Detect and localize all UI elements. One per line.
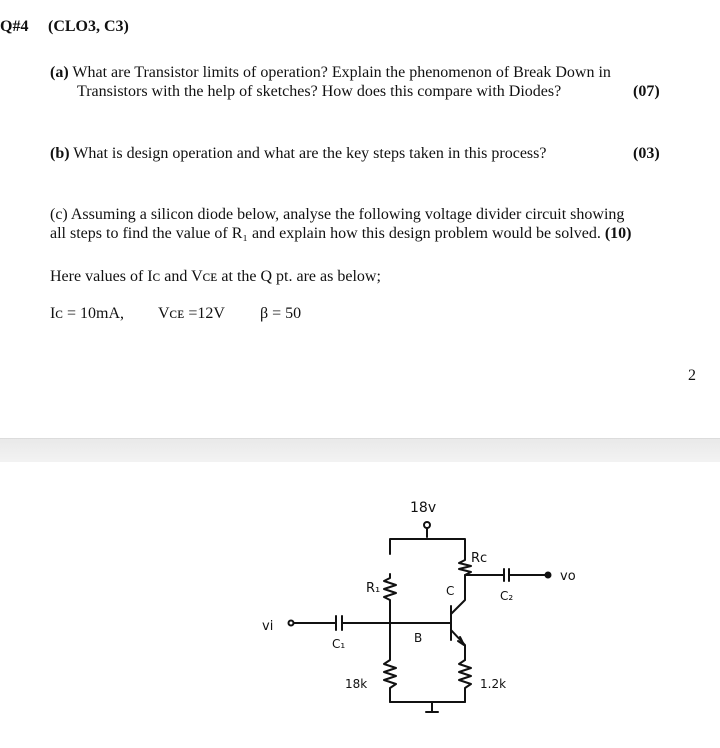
part-c-line2 [50, 224, 631, 243]
supply-label: 18v [410, 500, 437, 516]
base-label: B [414, 631, 423, 645]
rc-resistor [459, 556, 471, 590]
top-rail [390, 539, 465, 556]
rc-label: Rc [471, 551, 488, 566]
part-c-line1: (c) Assuming a silicon diode below, analyse the following voltage divider circuit showing [50, 206, 625, 223]
re-resistor [459, 660, 471, 702]
r1-label: R₁ [366, 581, 381, 596]
vin-label: vi [262, 619, 274, 634]
given-ic: Iᴄ = 10mA, [50, 305, 124, 322]
r2-label: 18k [345, 677, 368, 691]
part-a-text: What are Transistor limits of operation? Explain the phenomenon of Break Down in [72, 64, 611, 81]
given-intro: Here values of Iᴄ and Vᴄᴇ at the Q pt. are as below; [50, 268, 381, 285]
c2-label: C₂ [500, 589, 514, 603]
part-a-marks: (07) [633, 83, 660, 100]
part-b-line [50, 144, 546, 163]
part-a-label: (a) [50, 64, 69, 81]
part-a-line1 [50, 63, 611, 82]
page-separator [0, 438, 720, 463]
given-beta: β = 50 [260, 305, 302, 322]
part-a-line2: Transistors with the help of sketches? How does this compare with Diodes? [77, 83, 562, 100]
part-b-marks: (03) [633, 145, 660, 162]
base-wire [390, 606, 451, 623]
part-b-label: (b) [50, 145, 70, 162]
clo-tag: (CLO3, C3) [48, 18, 129, 35]
c1-label: C₁ [332, 637, 346, 651]
question-number: Q#4 [0, 18, 29, 35]
vout-label: vo [560, 569, 576, 584]
page-number: 2 [688, 367, 696, 384]
part-c-marks: (10) [604, 225, 632, 242]
r1-resistor [384, 574, 396, 606]
collector-label: C [446, 584, 455, 598]
circuit-diagram [0, 462, 720, 743]
re-label: 1.2k [480, 677, 507, 691]
circuit-page [0, 462, 720, 743]
part-b-text: What is design operation and what are the key steps taken in this process? [73, 145, 547, 162]
part-c-text: all steps to find the value of R₁ and explain how this design problem would be solved. [50, 225, 601, 242]
given-vce: Vᴄᴇ =12V [158, 305, 225, 322]
input-terminal [289, 621, 294, 626]
output-terminal [546, 573, 551, 578]
r2-resistor [384, 623, 396, 702]
